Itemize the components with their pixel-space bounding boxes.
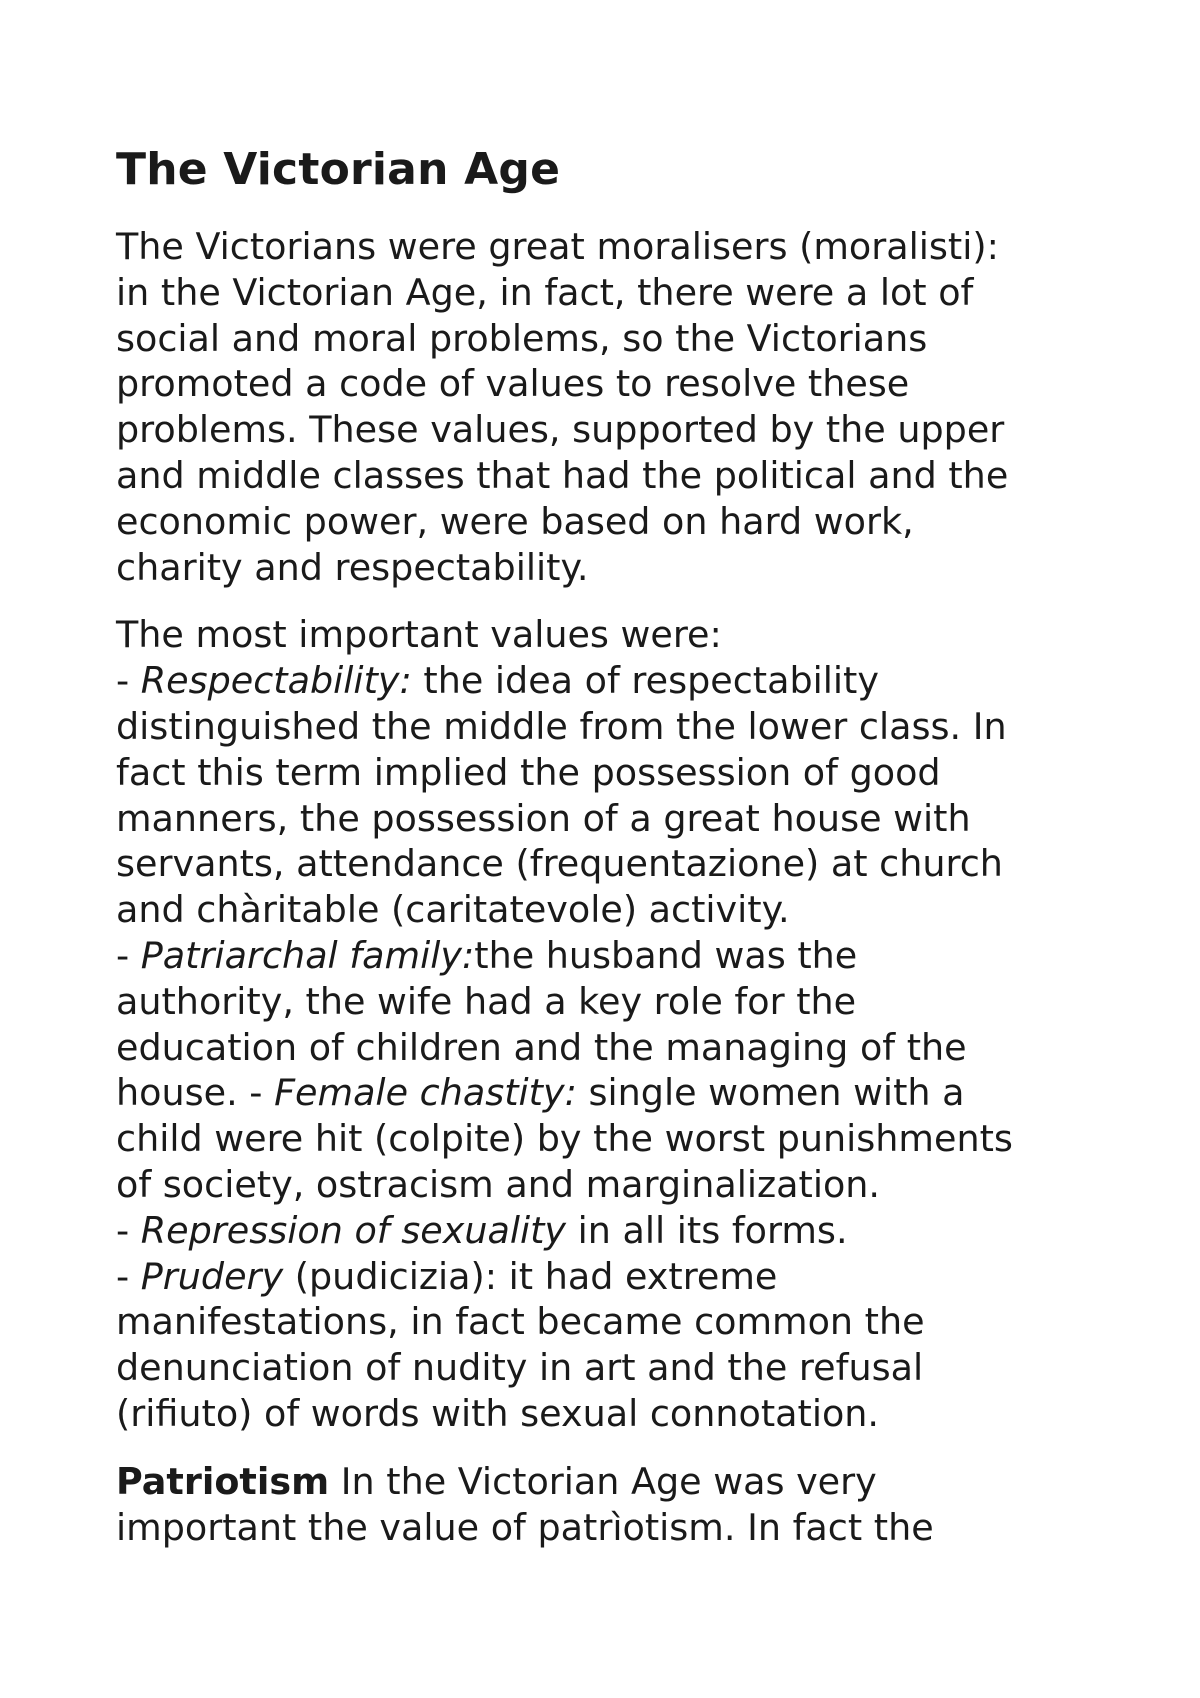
term-patriarchal-family: Patriarchal family: [140,933,475,977]
value-patriarchal-family [116,933,1116,979]
text-line: (rifiuto) of words with sexual connotation. [116,1391,880,1435]
text-line: fact this term implied the possession of good [116,750,941,794]
value-female-chastity [116,1070,1116,1116]
text-line: manners, the possession of a great house with [116,796,971,840]
values-intro: The most important values were: [116,613,722,657]
text-fragment: In the Victorian Age was very [329,1459,877,1503]
value-respectability [116,658,1116,704]
text-line: social and moral problems, so the Victorians [116,316,928,360]
text-line: important the value of patrìotism. In fact the [116,1505,934,1549]
text-line: The Victorians were great moralisers (moralisti): [116,225,999,268]
text-line: manifestations, in fact became common the [116,1300,925,1344]
term-respectability: Respectability: [140,659,412,703]
text-line: servants, attendance (frequentazione) at church [116,842,1003,886]
list-dash: - [116,1208,141,1252]
page-title: The Victorian Age [116,144,561,195]
list-dash: - [116,659,141,703]
patriotism-line [116,1459,1116,1505]
text-fragment: (pudicizia): it had extreme [283,1254,778,1298]
text-fragment: the idea of respectability [411,659,879,703]
text-line: and chàritable (caritatevole) activity. [116,888,790,932]
term-repression: Repression of sexuality [140,1208,567,1252]
text-line: distinguished the middle from the lower class. In [116,704,1007,748]
text-fragment: the husband was the [474,933,858,977]
text-line: of society, ostracism and marginalization. [116,1162,881,1206]
list-dash: - [116,933,141,977]
list-dash: - [116,1254,141,1298]
text-line: in the Victorian Age, in fact, there were a lot of [116,270,974,314]
text-line: child were hit (colpite) by the worst punishments [116,1117,1013,1161]
text-fragment: single women with a [576,1071,965,1115]
text-line: problems. These values, supported by the upper [116,408,1005,452]
text-line: promoted a code of values to resolve these [116,362,910,406]
text-fragment: house. - [116,1071,275,1115]
term-prudery: Prudery [140,1254,284,1298]
paragraph-intro [116,224,1116,590]
term-patriotism: Patriotism [116,1459,330,1503]
text-line: education of children and the managing of the [116,1025,967,1069]
value-repression [116,1208,1116,1254]
text-line: economic power, were based on hard work, [116,499,914,543]
text-fragment: in all its forms. [566,1208,848,1252]
paragraph-patriotism [116,1459,1116,1551]
text-line: authority, the wife had a key role for the [116,979,857,1023]
text-line: denunciation of nudity in art and the refusal [116,1346,924,1390]
text-line: charity and respectability. [116,545,589,589]
paragraph-values [116,612,1116,1436]
value-prudery [116,1254,1116,1300]
document-page [116,140,1116,1572]
text-line: and middle classes that had the political and the [116,453,1009,497]
term-female-chastity: Female chastity: [274,1071,577,1115]
